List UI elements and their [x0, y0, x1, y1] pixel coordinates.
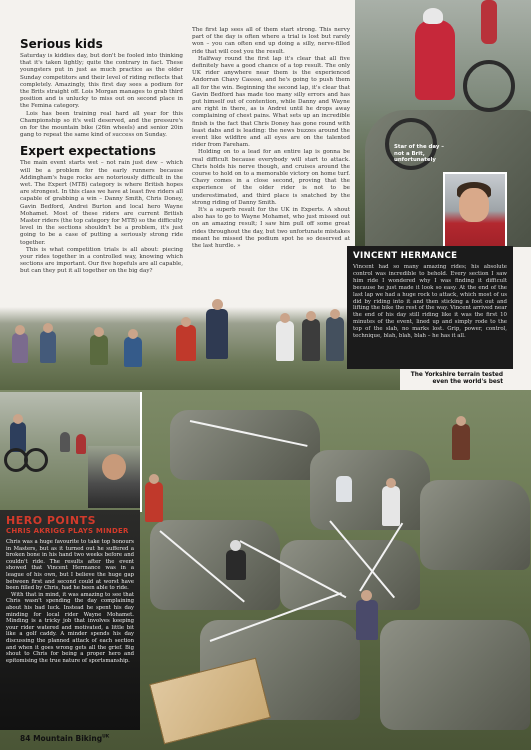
hero-box-subtitle: CHRIS AKRIGG PLAYS MINDER [6, 527, 129, 535]
magazine-name: Mountain Biking [33, 734, 103, 743]
vincent-box-title: VINCENT HERMANCE [353, 251, 458, 261]
column2-paragraph: Halfway round the first lap it's clear that all five definitely have a good chance of a top result. The only UK rider anywhere near them is the experienced Andorran Chavy Cassso, and he's going to push them all for the win. Beginning the second lap, it's clear that Gavin Bedford has made too many silly errors and has put himself out of contention, while Danny and Wayne are right in there, as is Andrei until he drops away complaining of chest pains. What sets up an incredible finish is the fact that Chris Doney has gone round with least dabs and is leading: the news buzzes around the event like wildfire and all eyes are on the talented rider from Fareham. [192, 55, 350, 149]
expert-paragraph: The main event starts wet – not rain just dew – which will be a problem for the early runners because Addingham's huge rocks are notoriously difficult in the wet. The Expert (MTB) category is where British hopes are strongest. In this class we have at least five riders all capable of grabbing a win – Danny Smith, Chris Doney, Gavin Bedford, Andrei Burton and local hero Wayne Mohamet. Most of these riders are current British Master riders (the top category for MTB) so the difficulty level in the sections shouldn't be a problem, it's just going to be a case of putting a seriously strong ride together. [20, 160, 183, 246]
magazine-suffix: UK [102, 734, 110, 740]
hero-box-paragraph: With that in mind, it was amazing to see that Chris wasn't spending the day complaining about his bad luck. Instead he spent his day minding for local rider Wayne Mohamet. Minding is a tricky job that involves keeping your rider watered and motivated, a little bit like a golf caddy. A minder spends his day discussing the planned attack of each section and when it goes wrong gets all the grief. Big shout to Chris for being a proper hero and epitomising the true nature of sportsmanship. [6, 591, 134, 664]
heading-expert-expectations: Expert expectations [20, 144, 156, 159]
hero-portrait-inset [88, 446, 140, 508]
hero-box-title: HERO POINTS [6, 514, 97, 527]
article-column-1 [20, 38, 183, 276]
vincent-box-body: Vincent had so many amazing rides; his absolute control was incredible to behold. Every section I saw him ride I wondered why I was finding it difficult because he just made it look so easy. At the end of the last lap we had a huge rock to attack, which most of us did by riding into it and then sticking a foot out and lifting the bike the rest of the way. Vincent arrived near the end of his day still riding like it was the first 10 minutes of the event, lined up and simply rode to the top of the slab, no marks lost. Grip, power, control, technique, blah, blah, blah – he has it all. [353, 264, 507, 340]
serious-kids-paragraph: Saturday is kiddies day, but don't be fooled into thinking that it's taken lightly; quite the contrary in fact. These youngsters put in just as much practice as the older Sunday competitors and their level of riding reflects that completely. Amazingly, this first day sees a podium for the Brits straight off. Lois Morgan manages to grab third position and is unlucky to miss out on second place in the Femina category. [20, 53, 183, 110]
vincent-hermance-box [347, 246, 513, 369]
heading-serious-kids: Serious kids [20, 37, 103, 51]
expert-paragraph: This is what competition trials is all about: piecing your rides together in a controlled way, knowing which sections are important. Our five hopefuls are all capable, but can they put it all together on the big day? [20, 246, 183, 275]
crowd-photo [0, 285, 400, 395]
hero-points-box [0, 510, 140, 730]
column2-paragraph: It's a superb result for the UK in Experts. A shout also has to go to Wayne Mohamet, who just missed out on an amazing result; I saw him pull off some great rides throughout the day, but two unfortunate mistakes meant he missed the podium spot he so deserved at the last hurdle. » [192, 207, 350, 250]
page-footer [20, 734, 109, 743]
hero-box-body [6, 539, 134, 664]
serious-kids-paragraph: Lois has been training real hard all year for this Championship so it's well deserved, and the pressure's on for the mountain bike (26in wheels) and senior 20in gang to repeat the same kind of success on Sunday. [20, 110, 183, 139]
caption-terrain: The Yorkshire terrain tested even the world's best [410, 372, 503, 385]
column2-paragraph: The first lap sees all of them start strong. This nervy part of the day is often where a trial is lost but rarely won – you can often end up doing a silly, nerve-filled ride that will cost you the result. [192, 27, 350, 55]
column2-paragraph: Holding on to a lead for an entire lap is gonna be real difficult because everybody will start to attack. Chris holds his nerve though, and cruises around the course to hold on to a memorable victory on home turf. Chavy comes in a close second, proving that the experience of the older rider is not to be underestimated, and third place is snatched by the strong riding of Danny Smith. [192, 149, 350, 206]
caption-star-of-day: Star of the day – not a Brit, unfortunately [394, 144, 444, 164]
article-column-2 [192, 27, 350, 250]
page-number: 84 [20, 734, 31, 743]
hero-box-paragraph: Chris was a huge favourite to take top honours in Masters, but as it turned out he suffered a broken bone in his hand two weeks before and couldn't ride. The results after the event showed that Vincent Hermance was in a league of his own, but I believe the huge gap between first and second could at worst have been filled by Chris, had he been able to ride. [6, 539, 134, 592]
